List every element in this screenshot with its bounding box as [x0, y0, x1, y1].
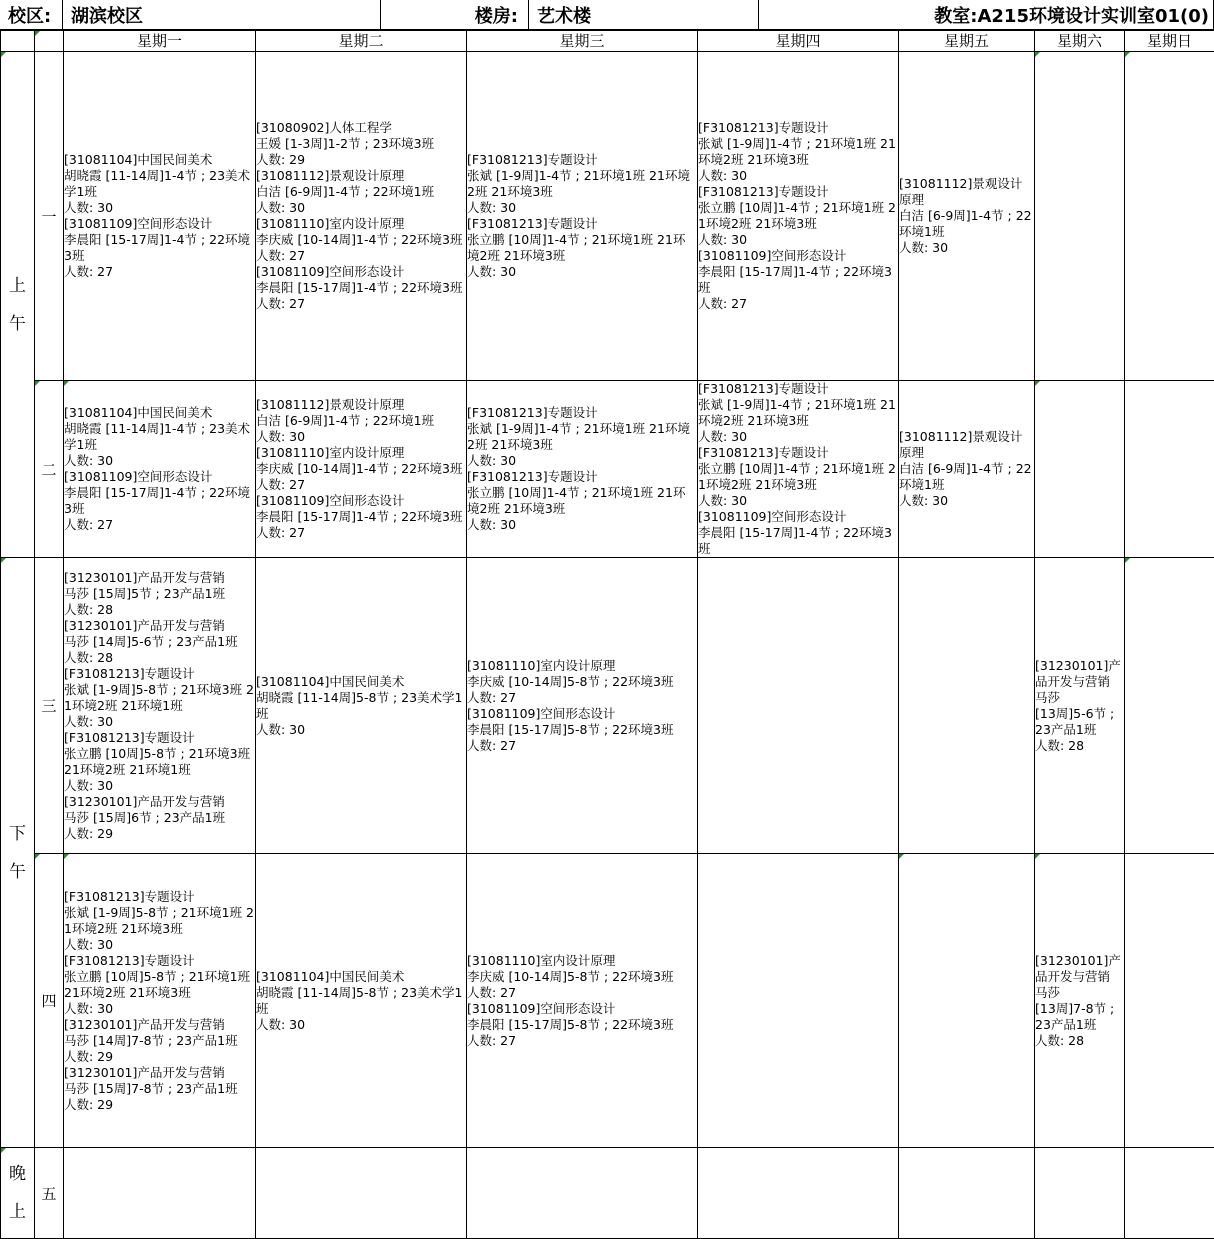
- period-label: 一: [35, 52, 64, 381]
- period-label: 三: [35, 558, 64, 854]
- course-entry: [31081112]景观设计原理 白洁 [6-9周]1-4节 ; 22环境1班 人数: 30: [899, 176, 1034, 256]
- slot-cell: [64, 1148, 256, 1239]
- room-title: 教室:A215环境设计实训室01(0): [759, 0, 1214, 30]
- slot-cell: [899, 854, 1035, 1148]
- campus-value: 湖滨校区: [63, 0, 381, 30]
- day-header-fri: 星期五: [899, 31, 1035, 52]
- course-entry: [31081104]中国民间美术 胡晓霞 [11-14周]5-8节 ; 23美术学1班 人数: 30: [256, 674, 466, 738]
- course-entry: [31081110]室内设计原理 李庆威 [10-14周]5-8节 ; 22环境3班 人数: 27 [31081109]空间形态设计 李晨阳 [15-17周]5-8节 ; 22环境3班 人数: 27: [467, 953, 697, 1049]
- course-entry: [F31081213]专题设计 张斌 [1-9周]1-4节 ; 21环境1班 21环境2班 21环境3班 人数: 30 [F31081213]专题设计 张立鹏 [10周]1-4节 ; 21环境1班 21环境2班 21环境3班 人数: 30 [31081109]空间形态设计 李晨阳 [15-17周]1-4节 ; 22环境3班: [698, 381, 898, 557]
- course-entry: [31081104]中国民间美术 胡晓霞 [11-14周]1-4节 ; 23美术学1班 人数: 30 [31081109]空间形态设计 李晨阳 [15-17周]1-4节 ; 22环境3班 人数: 27: [64, 152, 255, 280]
- course-entry: [F31081213]专题设计 张斌 [1-9周]1-4节 ; 21环境1班 21环境2班 21环境3班 人数: 30 [F31081213]专题设计 张立鹏 [10周]1-4节 ; 21环境1班 21环境2班 21环境3班 人数: 30: [467, 152, 697, 280]
- block-label: 晚上: [9, 1155, 27, 1231]
- corner-cell: [35, 31, 64, 52]
- course-entry: [31230101]产品开发与营销 马莎 [13周]5-6节 ; 23产品1班 人数: 28: [1035, 658, 1124, 754]
- slot-cell: [698, 558, 899, 854]
- course-entry: [31230101]产品开发与营销 马莎 [15周]5节 ; 23产品1班 人数: 28 [31230101]产品开发与营销 马莎 [14周]5-6节 ; 23产品1班 人数: 28 [F31081213]专题设计 张斌 [1-9周]5-8节 ; 21环境3班 21环境2班 21环境1班 人数: 30 [F31081213]专题设计 张立鹏 [10周]5-8节 ; 21环境3班 21环境2班 21环境1班 人数: 30 [31230101]产品开发与营销 马莎 [15周]6节 ; 23产品1班 人数: 29: [64, 570, 255, 842]
- slot-cell: [1125, 52, 1214, 381]
- slot-cell: [1035, 52, 1125, 381]
- slot-cell: [1035, 381, 1125, 558]
- course-entry: [31081112]景观设计原理 白洁 [6-9周]1-4节 ; 22环境1班 人数: 30: [899, 429, 1034, 509]
- block-afternoon: [1, 558, 35, 1148]
- slot-cell: [256, 52, 467, 381]
- course-entry: [F31081213]专题设计 张斌 [1-9周]5-8节 ; 21环境1班 21环境2班 21环境3班 人数: 30 [F31081213]专题设计 张立鹏 [10周]5-8节 ; 21环境1班 21环境2班 21环境3班 人数: 30 [31230101]产品开发与营销 马莎 [14周]7-8节 ; 23产品1班 人数: 29 [31230101]产品开发与营销 马莎 [15周]7-8节 ; 23产品1班 人数: 29: [64, 889, 255, 1113]
- day-header-tue: 星期二: [256, 31, 467, 52]
- slot-cell: [1125, 854, 1214, 1148]
- slot-cell: [899, 558, 1035, 854]
- period-row-1: [1, 52, 1214, 381]
- day-header-mon: 星期一: [64, 31, 256, 52]
- course-entry: [F31081213]专题设计 张斌 [1-9周]1-4节 ; 21环境1班 21环境2班 21环境3班 人数: 30 [F31081213]专题设计 张立鹏 [10周]1-4节 ; 21环境1班 21环境2班 21环境3班 人数: 30: [467, 405, 697, 533]
- slot-cell: [698, 854, 899, 1148]
- day-header-sat: 星期六: [1035, 31, 1125, 52]
- slot-cell: [1035, 1148, 1125, 1239]
- course-entry: [F31081213]专题设计 张斌 [1-9周]1-4节 ; 21环境1班 21环境2班 21环境3班 人数: 30 [F31081213]专题设计 张立鹏 [10周]1-4节 ; 21环境1班 21环境2班 21环境3班 人数: 30 [31081109]空间形态设计 李晨阳 [15-17周]1-4节 ; 22环境3班 人数: 27: [698, 120, 898, 312]
- course-entry: [31080902]人体工程学 王媛 [1-3周]1-2节 ; 23环境3班 人数: 29 [31081112]景观设计原理 白洁 [6-9周]1-4节 ; 22环境1班 人数: 30 [31081110]室内设计原理 李庆威 [10-14周]1-4节 ; 22环境3班 人数: 27 [31081109]空间形态设计 李晨阳 [15-17周]1-4节 ; 22环境3班 人数: 27: [256, 120, 466, 312]
- slot-cell: [64, 558, 256, 854]
- period-label: 四: [35, 854, 64, 1148]
- slot-cell: [467, 854, 698, 1148]
- period-row-5: [1, 1148, 1214, 1239]
- day-header-thu: 星期四: [698, 31, 899, 52]
- slot-cell: [698, 381, 899, 558]
- corner-cell: [1, 31, 35, 52]
- slot-cell: [467, 52, 698, 381]
- course-entry: [31081112]景观设计原理 白洁 [6-9周]1-4节 ; 22环境1班 人数: 30 [31081110]室内设计原理 李庆威 [10-14周]1-4节 ; 22环境3班 人数: 27 [31081109]空间形态设计 李晨阳 [15-17周]1-4节 ; 22环境3班 人数: 27: [256, 397, 466, 541]
- block-evening: [1, 1148, 35, 1239]
- slot-cell: [1035, 854, 1125, 1148]
- slot-cell: [256, 558, 467, 854]
- slot-cell: [256, 381, 467, 558]
- building-label: 楼房:: [381, 0, 529, 30]
- period-row-2: [1, 381, 1214, 558]
- slot-cell: [467, 558, 698, 854]
- slot-cell: [899, 52, 1035, 381]
- slot-cell: [467, 381, 698, 558]
- slot-cell: [64, 854, 256, 1148]
- slot-cell: [899, 381, 1035, 558]
- campus-label: 校区:: [0, 0, 63, 30]
- slot-cell: [256, 854, 467, 1148]
- slot-cell: [1035, 558, 1125, 854]
- day-header-sun: 星期日: [1125, 31, 1214, 52]
- course-entry: [31230101]产品开发与营销 马莎 [13周]7-8节 ; 23产品1班 人数: 28: [1035, 953, 1124, 1049]
- slot-cell: [64, 52, 256, 381]
- slot-cell: [899, 1148, 1035, 1239]
- slot-cell: [698, 1148, 899, 1239]
- slot-cell: [1125, 1148, 1214, 1239]
- period-row-3: [1, 558, 1214, 854]
- course-entry: [31081104]中国民间美术 胡晓霞 [11-14周]5-8节 ; 23美术学1班 人数: 30: [256, 969, 466, 1033]
- block-label: 上午: [9, 267, 27, 343]
- timetable: [0, 30, 1214, 1239]
- building-value: 艺术楼: [529, 0, 759, 30]
- period-row-4: [1, 854, 1214, 1148]
- course-entry: [31081110]室内设计原理 李庆威 [10-14周]5-8节 ; 22环境3班 人数: 27 [31081109]空间形态设计 李晨阳 [15-17周]5-8节 ; 22环境3班 人数: 27: [467, 658, 697, 754]
- slot-cell: [64, 381, 256, 558]
- slot-cell: [698, 52, 899, 381]
- block-label: 下午: [9, 815, 27, 891]
- period-label: 五: [35, 1148, 64, 1239]
- slot-cell: [1125, 381, 1214, 558]
- slot-cell: [1125, 558, 1214, 854]
- period-label: 二: [35, 381, 64, 558]
- course-entry: [31081104]中国民间美术 胡晓霞 [11-14周]1-4节 ; 23美术学1班 人数: 30 [31081109]空间形态设计 李晨阳 [15-17周]1-4节 ; 22环境3班 人数: 27: [64, 405, 255, 533]
- slot-cell: [467, 1148, 698, 1239]
- day-header-row: [1, 31, 1214, 52]
- slot-cell: [256, 1148, 467, 1239]
- day-header-wed: 星期三: [467, 31, 698, 52]
- block-morning: [1, 52, 35, 558]
